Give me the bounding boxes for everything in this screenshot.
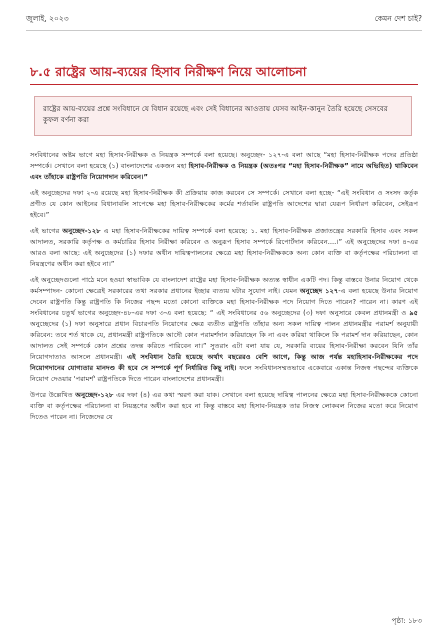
emphasis-text: এই সংবিধান তৈরি হয়েছে অর্থাৎ বছরেরও বেশি আগে, কিন্তু আজ পর্যন্ত মহাহিসাব-নিরীক্ষকের পদে নিয়োগদানের যোগ্যতার মানদণ্ড কী হবে সে সম্পর্কে পূর্ণ নির্ধারিত কিছু নাই। — [30, 353, 418, 372]
paragraph-text: সংবিধানের অষ্টম ভাগে মহা হিসাব-নিরীক্ষক ও নিয়ন্ত্রক সম্পর্কে বলা হয়েছে। অনুচ্ছেদ- ১২৭-এ বলা আছে “মহা হিসাব-নিরীক্ষক পদের প্রতিষ্ঠা সম্পর্কে। সেখানে বলা হয়েছে (১) বাংলাদেশের একজন মহা — [30, 151, 418, 170]
paragraph-text: এই অনুচ্ছেদের দফা ২-এ রয়েছে মহা হিসাব-নিরীক্ষক কী প্রক্রিয়ায় কাজ করবেন সে সম্পর্কে। সেখানে বলা হচ্ছে- “এই সংবিধান ও সংসদ কর্তৃক প্রণীত যে কোন আইনের বিধানাবলি সাপেক্ষে মহা হিসাব-নিরীক্ষকের কর্মের শর্তাবলি রাষ্ট্রপতি আদেশের দ্বারা যেরূপ নির্ধারণ করিবেন, সেইরূপ হইবে।” — [30, 189, 418, 219]
header-date: জুলাই, ২০২৩ — [26, 14, 69, 23]
emphasis-text: অনুচ্ছেদ-১২৮ — [75, 391, 114, 399]
running-header — [26, 14, 422, 28]
body-paragraph — [30, 390, 418, 423]
emphasis-text: অনুচ্ছেদ-১২৮ — [62, 227, 101, 235]
emphasis-text: হিসাব-নিরীক্ষক ও নিয়ন্ত্রক (অতঃপর “মহা হিসাব-নিরীক্ষক” নামে অভিহিত) থাকিবেন এবং তাঁহাকে রাষ্ট্রপতি নিয়োগদান করিবেন।” — [30, 162, 418, 181]
body-paragraph — [30, 226, 418, 270]
paragraph-text: এই অনুচ্ছেদগুলো পাঠে মনে হওয়া স্বাভাবিক যে বাংলাদেশ রাষ্ট্রের মহা হিসাব-নিরীক্ষক অত্যন্ত স্বাধীন একটি পদ। কিন্তু বাস্তবে উনার নিয়োগ থেকে কর্মসম্পাদন- কোনো ক্ষেত্রেই সরকারের তথা সরকার প্রধানের ইচ্ছার ব্যত্যয় ঘটার সুযোগ নাই। যেমন — [30, 276, 418, 295]
paragraph-text: ফলে সংবিধানসম্মতভাবে একেবারে একান্ত নিজস্ব পছন্দের ব্যক্তিকে নিয়োগ দেওয়ার 'পরামর্শ' রাষ্ট্রপতিকে দিতে পারেন বাংলাদেশের প্রধানমন্ত্রী। — [30, 364, 418, 383]
emphasis-text: ৯৫ — [409, 309, 418, 317]
emphasis-text: অনুচ্ছেদ ১২৭ — [299, 287, 339, 295]
paragraph-text: -এ বলা হয়েছে উনার নিয়োগ দেবেন রাষ্ট্রপতি কিন্তু রাষ্ট্রপতি কি নিজের পছন্দ মতো কোনো ব্যক্তিকে মহা হিসাব-নিরীক্ষক পদে নিয়োগ দিতে পারেন? পারেন না। কারণ এই সংবিধানের চতুর্থ ভাগের অনুচ্ছেদ-৪৮-এর দফা ৩-এ বলা হয়েছে: “ এই সংবিধানের ৫৬ অনুচ্ছেদের (৩) দফা অনুসারে কেবল প্রধানমন্ত্রী ও — [30, 287, 418, 317]
paragraph-text: এর দফা (৪) এর কথা স্মরণ করা যাক। সেখানে বলা হয়েছে দায়িত্ব পালনের ক্ষেত্রে মহা হিসাব-নিরীক্ষককে কোনো ব্যক্তি বা কর্তৃপক্ষের পরিচালনা বা নিয়ন্ত্রণের অধীন করা হবে না কিন্তু বাস্তবে মহা হিসাব-নিয়ন্ত্রক তার নিজস্ব লোকবল নিজের মতো করে নিয়োগ দিতেও পারেন না। নিজেদের যে — [30, 391, 419, 421]
body-paragraph — [30, 275, 418, 385]
paragraph-text: এই ভাগের — [30, 227, 63, 235]
header-book-title: কেমন দেশ চাই? — [374, 14, 422, 23]
body-paragraph — [30, 188, 418, 221]
paragraph-text: অনুচ্ছেদের (১) দফা অনুসারে প্রধান বিচারপতি নিয়োগের ক্ষেত্র ব্যতীত রাষ্ট্রপতি তাঁহার অন্য সকল দায়িত্ব পালন প্রধানমন্ত্রীর পরামর্শ অনুযায়ী করিবেন: তবে শর্ত থাকে যে, প্রধানমন্ত্রী রাষ্ট্রপতিকে আদৌ কোন পরামর্শদান করিয়াছেন কি না এবং করিয়া থাকিলে কি পরামর্শ দান করিয়াছেন, কোন আদালত সেই সম্পর্কে কোন প্রশ্নের তদন্ত করিতে পারিবেন না।” সুতরাং এটা বলা যায় যে, সরকারি ব্যয়ের হিসাব-নিরীক্ষা করবেন যিনি তাঁর নিয়োগদাতাও আসলে প্রধানমন্ত্রী। — [30, 320, 418, 361]
page-number: পৃষ্ঠা: ১৮৩ — [391, 616, 422, 625]
objective-box: রাষ্ট্রের আয়-ব্যয়ের প্রশ্নে সংবিধানে যে বিধান রয়েছে এবং সেই বিধানের আওতায় যেসব আইন-কানুন তৈরি হয়েছে সেসবের কুফল বর্ণনা করা — [34, 96, 412, 136]
body-text — [30, 150, 418, 428]
paragraph-text: উপরে উল্লেখিত — [30, 391, 76, 399]
paragraph-text: এ মহা হিসাব-নিরীক্ষকের দায়িত্ব সম্পর্কে বলা হয়েছে: ১. মহা হিসাব-নিরীক্ষক প্রজাতন্ত্রের সরকারি হিসাব এবং সকল আদালত, সরকারি কর্তৃপক্ষ ও কর্মচারির হিসাব নিরীক্ষা করিবেন ও অনুরূপ হিসাব সম্পর্কে রিপোর্টদান করিবেন....।” এই অনুচ্ছেদের দফা ৪-এর আরও বলা আছে: এই অনুচ্ছেদের (১) দফার অধীন দায়িত্বপালনের ক্ষেত্রে মহা হিসাব-নিরীক্ষককে অন্য কোন ব্যক্তি বা কর্তৃপক্ষের পরিচালনা বা নিয়ন্ত্রণের অধীন করা হইবে না।” — [30, 227, 418, 268]
body-paragraph — [30, 150, 418, 183]
title-underline — [30, 84, 418, 85]
header-divider — [26, 30, 422, 31]
section-title: ৮.৫ রাষ্ট্রের আয়-ব্যয়ের হিসাব নিরীক্ষণ নিয়ে আলোচনা — [30, 64, 307, 79]
